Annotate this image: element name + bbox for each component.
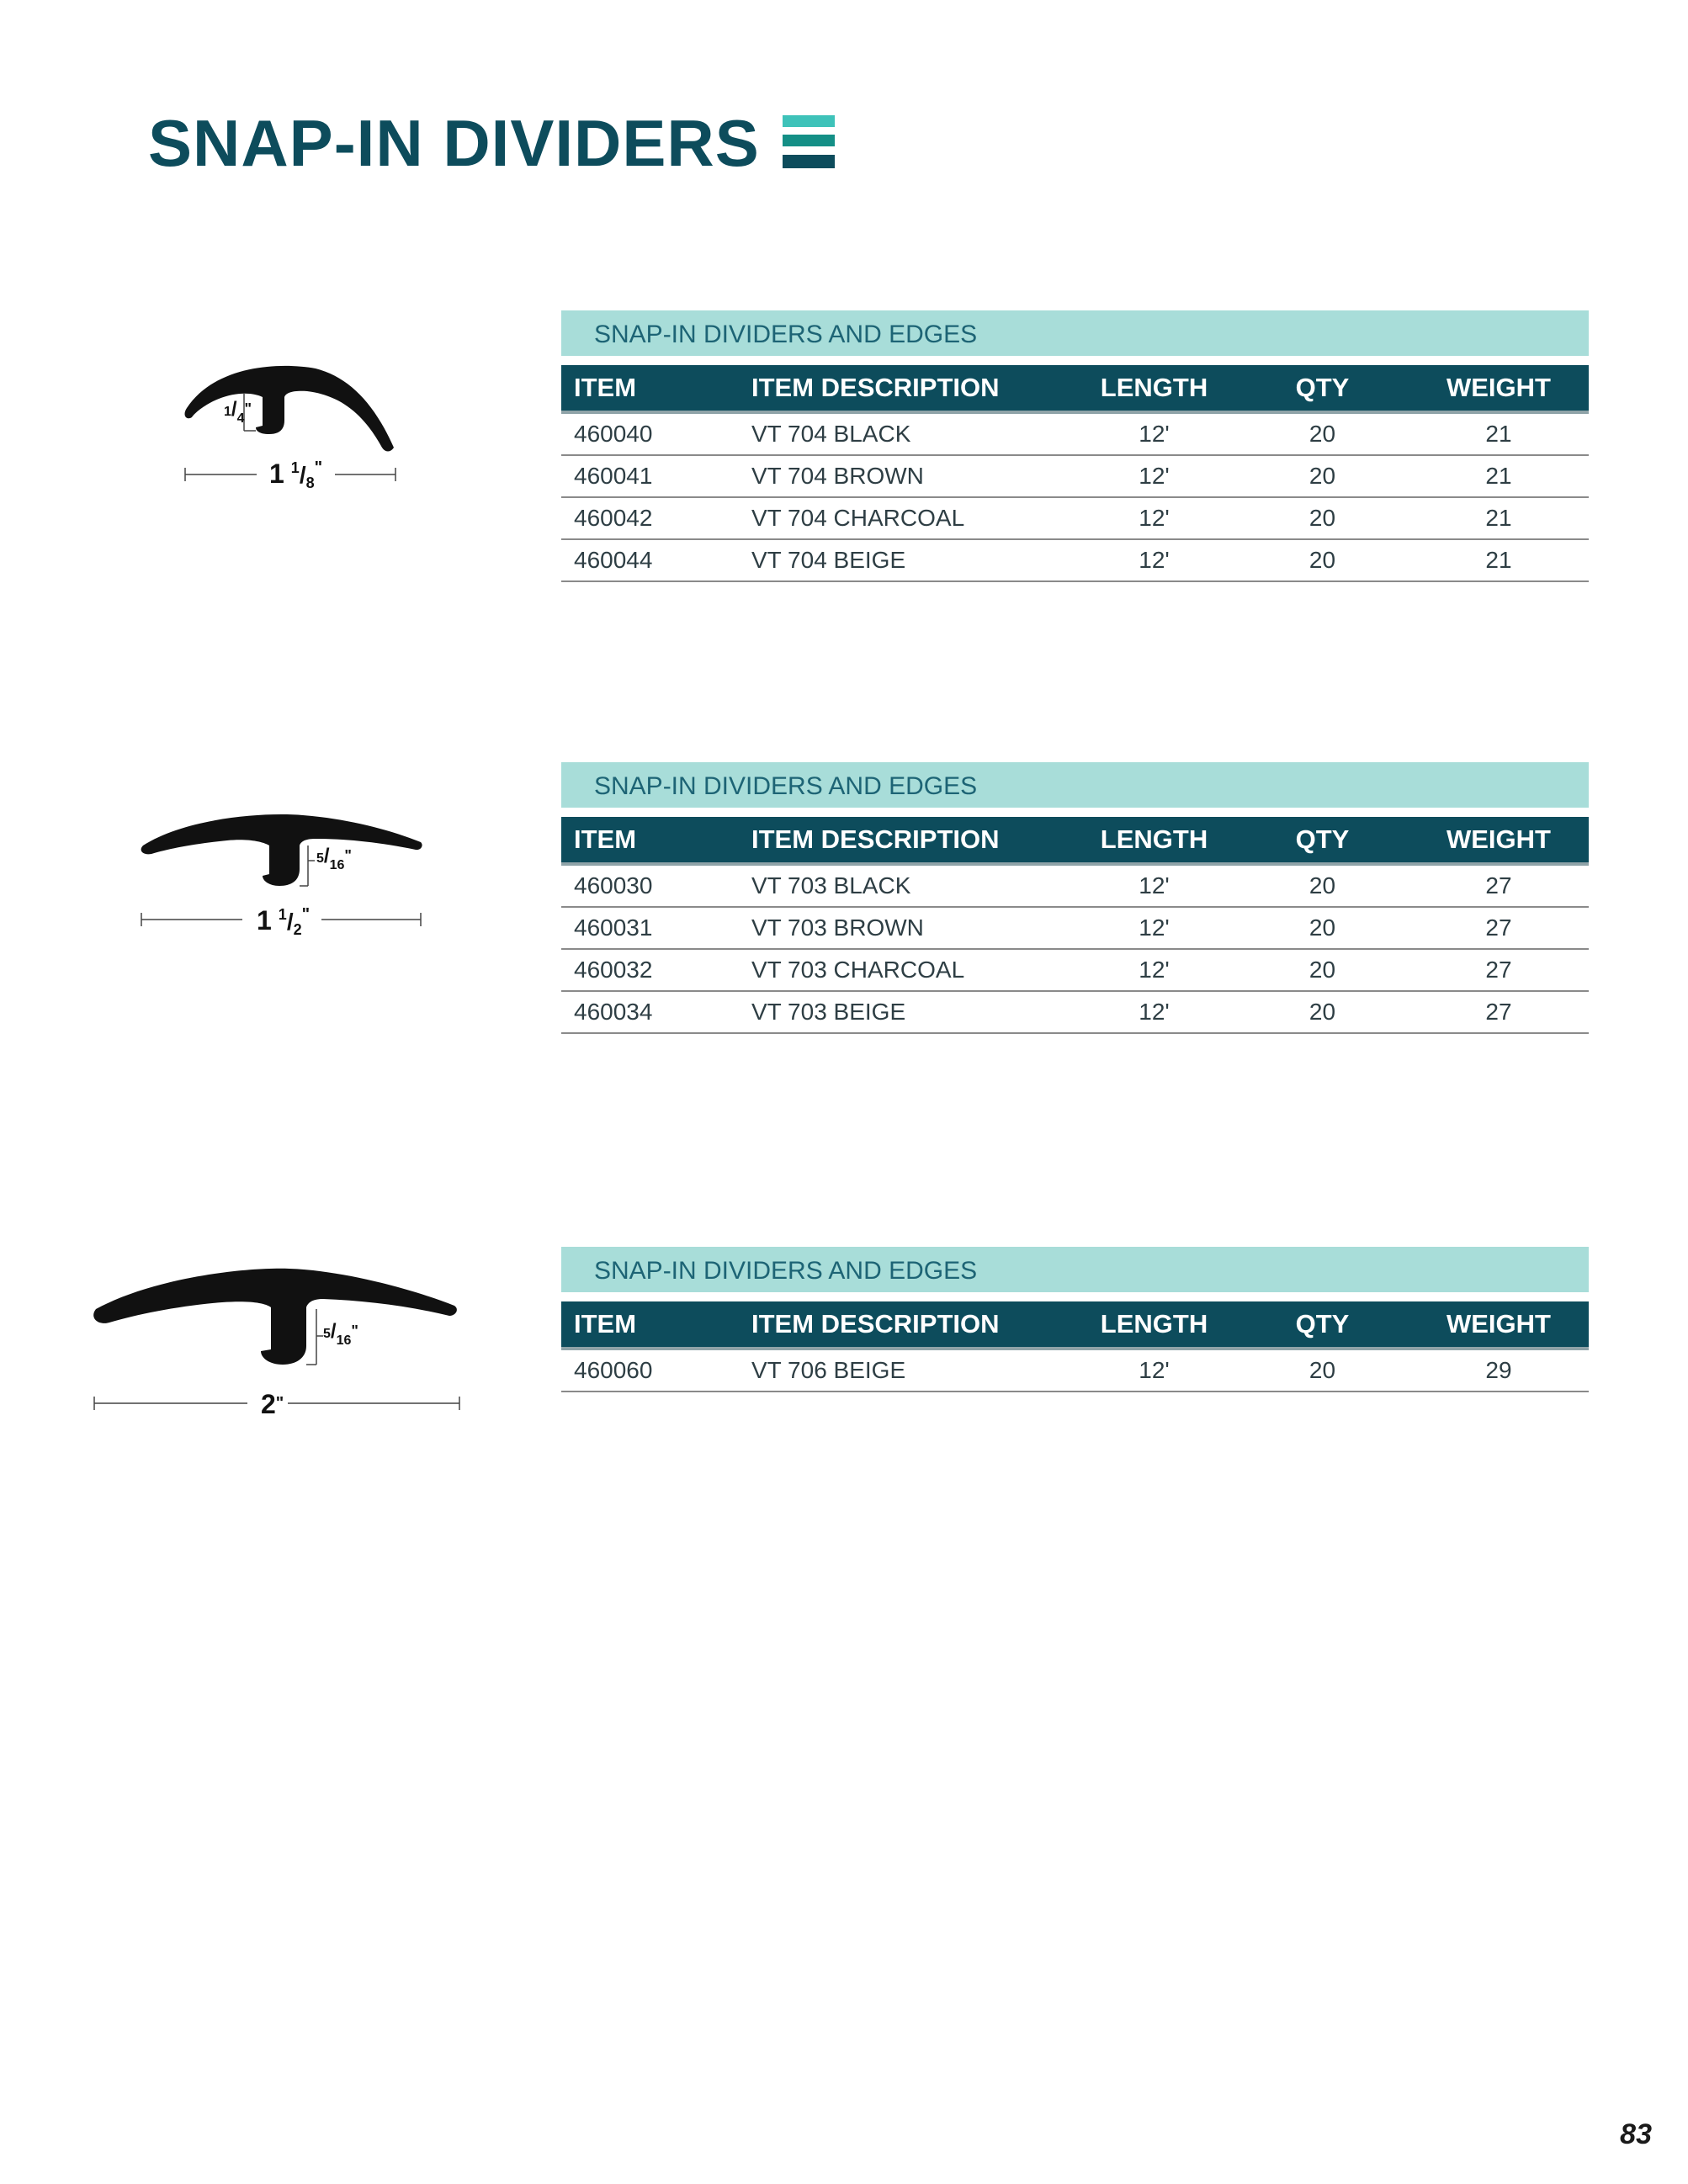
section-vt704 xyxy=(561,310,1589,582)
col-item: ITEM xyxy=(561,365,751,412)
col-item: ITEM xyxy=(561,817,751,864)
table-header-row xyxy=(561,365,1589,412)
table-row xyxy=(561,864,1589,907)
col-qty: QTY xyxy=(1236,817,1409,864)
table-row xyxy=(561,949,1589,991)
cell-weight: 21 xyxy=(1409,539,1589,581)
cell-qty: 20 xyxy=(1236,455,1409,497)
table-row xyxy=(561,497,1589,539)
col-qty: QTY xyxy=(1236,365,1409,412)
cell-qty: 20 xyxy=(1236,497,1409,539)
profile-width-whole: 1 xyxy=(269,459,284,489)
cell-description: VT 704 CHARCOAL xyxy=(751,497,1072,539)
cell-length: 12' xyxy=(1072,539,1236,581)
section-vt706 xyxy=(561,1247,1589,1392)
cell-weight: 27 xyxy=(1409,907,1589,949)
col-weight: WEIGHT xyxy=(1409,1301,1589,1349)
cell-description: VT 704 BROWN xyxy=(751,455,1072,497)
table-row xyxy=(561,455,1589,497)
col-length: LENGTH xyxy=(1072,817,1236,864)
cell-length: 12' xyxy=(1072,907,1236,949)
cell-weight: 21 xyxy=(1409,497,1589,539)
cell-qty: 20 xyxy=(1236,949,1409,991)
cell-item: 460044 xyxy=(561,539,751,581)
cell-description: VT 703 BEIGE xyxy=(751,991,1072,1033)
table-row xyxy=(561,1349,1589,1392)
table-row xyxy=(561,412,1589,455)
col-item: ITEM xyxy=(561,1301,751,1349)
spec-table xyxy=(561,817,1589,1034)
col-weight: WEIGHT xyxy=(1409,365,1589,412)
cell-length: 12' xyxy=(1072,1349,1236,1392)
spec-table xyxy=(561,1301,1589,1392)
cell-qty: 20 xyxy=(1236,991,1409,1033)
profile-drawing-vt703 xyxy=(135,803,438,946)
cell-item: 460060 xyxy=(561,1349,751,1392)
cell-item: 460030 xyxy=(561,864,751,907)
section-header: SNAP-IN DIVIDERS AND EDGES xyxy=(561,1247,1589,1292)
page-title: SNAP-IN DIVIDERS xyxy=(148,106,760,180)
spec-table xyxy=(561,365,1589,582)
profile-height-num: 1 xyxy=(224,405,231,419)
cell-weight: 21 xyxy=(1409,412,1589,455)
cell-length: 12' xyxy=(1072,455,1236,497)
profile-height-den: 4 xyxy=(236,411,245,426)
svg-text:1/4": $^1/_4^"$ xyxy=(224,398,252,426)
profile-height-den: 16 xyxy=(329,858,345,872)
cell-description: VT 704 BLACK xyxy=(751,412,1072,455)
col-description: ITEM DESCRIPTION xyxy=(751,817,1072,864)
cell-weight: 27 xyxy=(1409,949,1589,991)
cell-length: 12' xyxy=(1072,949,1236,991)
table-row xyxy=(561,539,1589,581)
col-length: LENGTH xyxy=(1072,1301,1236,1349)
svg-text:5/16": $^5/_{16}^"$ xyxy=(323,1320,358,1348)
cell-description: VT 703 CHARCOAL xyxy=(751,949,1072,991)
table-header-row xyxy=(561,817,1589,864)
cell-item: 460034 xyxy=(561,991,751,1033)
cell-qty: 20 xyxy=(1236,539,1409,581)
table-row xyxy=(561,907,1589,949)
cell-qty: 20 xyxy=(1236,412,1409,455)
profile-drawing-vt704 xyxy=(168,353,421,496)
cell-qty: 20 xyxy=(1236,864,1409,907)
cell-length: 12' xyxy=(1072,412,1236,455)
svg-text:11/8": 1 $^1$/8" xyxy=(269,459,323,491)
profile-width-whole: 2 xyxy=(261,1389,276,1419)
profile-height-den: 16 xyxy=(336,1333,352,1348)
section-vt703 xyxy=(561,762,1589,1034)
cell-description: VT 704 BEIGE xyxy=(751,539,1072,581)
col-length: LENGTH xyxy=(1072,365,1236,412)
section-header: SNAP-IN DIVIDERS AND EDGES xyxy=(561,310,1589,356)
cell-qty: 20 xyxy=(1236,907,1409,949)
cell-weight: 21 xyxy=(1409,455,1589,497)
cell-item: 460042 xyxy=(561,497,751,539)
svg-text:5/16": $^5/_{16}^"$ xyxy=(316,845,352,872)
table-header-row xyxy=(561,1301,1589,1349)
profile-height-num: 5 xyxy=(323,1327,331,1341)
section-header: SNAP-IN DIVIDERS AND EDGES xyxy=(561,762,1589,808)
cell-description: VT 703 BLACK xyxy=(751,864,1072,907)
cell-qty: 20 xyxy=(1236,1349,1409,1392)
col-weight: WEIGHT xyxy=(1409,817,1589,864)
profile-drawing-vt706 xyxy=(88,1259,466,1427)
page-number: 83 xyxy=(1620,2118,1652,2150)
svg-text:11/2": 1 $^1$/2" xyxy=(257,905,311,938)
cell-item: 460041 xyxy=(561,455,751,497)
cell-item: 460032 xyxy=(561,949,751,991)
table-row xyxy=(561,991,1589,1033)
cell-weight: 27 xyxy=(1409,864,1589,907)
col-description: ITEM DESCRIPTION xyxy=(751,1301,1072,1349)
col-qty: QTY xyxy=(1236,1301,1409,1349)
cell-weight: 29 xyxy=(1409,1349,1589,1392)
stacked-bars-icon xyxy=(783,115,835,169)
profile-height-num: 5 xyxy=(316,851,324,866)
cell-description: VT 706 BEIGE xyxy=(751,1349,1072,1392)
col-description: ITEM DESCRIPTION xyxy=(751,365,1072,412)
cell-item: 460040 xyxy=(561,412,751,455)
cell-length: 12' xyxy=(1072,991,1236,1033)
cell-item: 460031 xyxy=(561,907,751,949)
profile-width-whole: 1 xyxy=(257,905,272,936)
cell-length: 12' xyxy=(1072,864,1236,907)
cell-length: 12' xyxy=(1072,497,1236,539)
cell-description: VT 703 BROWN xyxy=(751,907,1072,949)
cell-weight: 27 xyxy=(1409,991,1589,1033)
svg-text:2": 2" xyxy=(261,1389,284,1419)
